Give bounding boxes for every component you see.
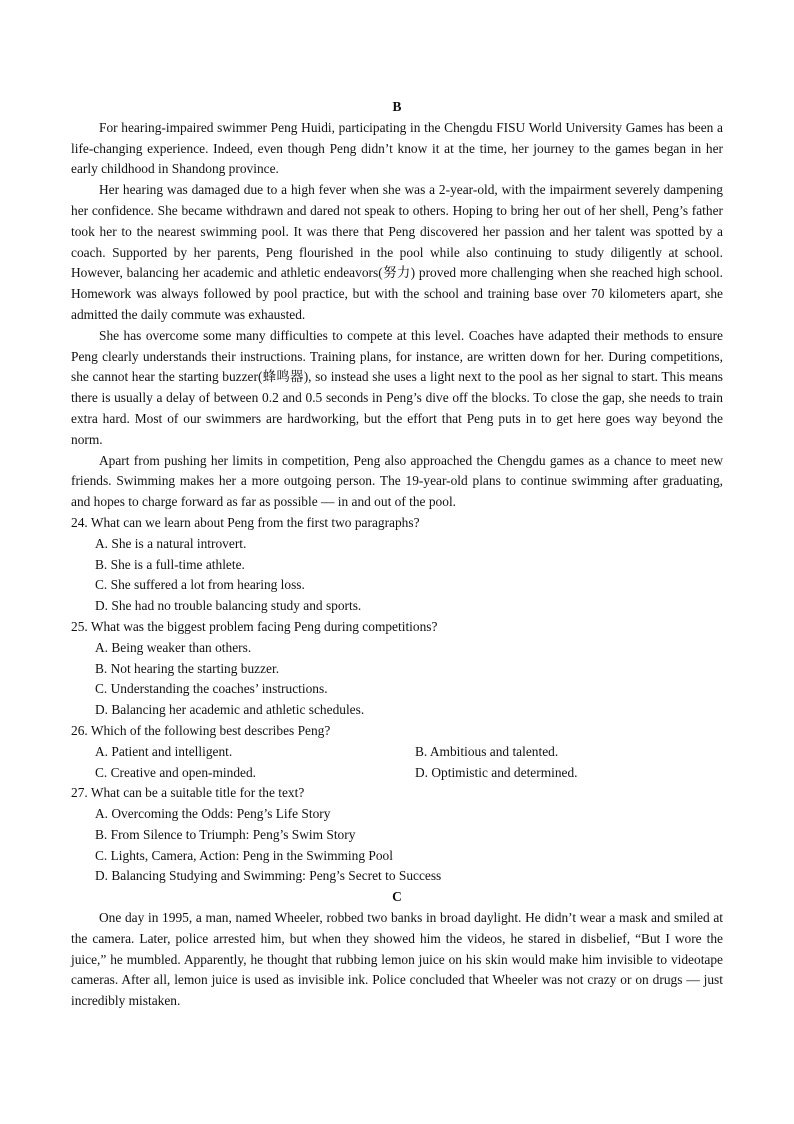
option-d: D. Balancing her academic and athletic schedules. — [95, 702, 365, 718]
option-row — [71, 742, 723, 763]
option-c: C. Creative and open-minded. — [95, 764, 257, 780]
question-stem: 25. What was the biggest problem facing Peng during competitions? — [71, 618, 438, 634]
section-b-heading: B — [392, 99, 402, 114]
section-b-paragraph-3: She has overcome some many difficulties to compete at this level. Coaches have adapted their methods to ensure Peng clearly understands their instructions. Training plans, for instance, are written down for her. During competitions, she cannot hear the starting buzzer(蜂鸣器), so instead she uses a light next to the pool as her signal to start. This means there is usually a delay of between 0.2 and 0.5 seconds in Peng’s dive off the blocks. To close the gap, she needs to train extra hard. Most of our swimmers are hardworking, but the effort that Peng puts in to get here goes way beyond the norm. — [71, 327, 723, 447]
section-b-paragraph-1: For hearing-impaired swimmer Peng Huidi, participating in the Chengdu FISU World University Games has been a life-changing experience. Indeed, even though Peng didn’t know it at the time, her journey to the games began in her early childhood in Shandong province. — [71, 119, 723, 177]
option-c: C. Understanding the coaches’ instructions. — [95, 681, 328, 697]
option-d: D. She had no trouble balancing study and sports. — [95, 598, 362, 614]
section-c-heading: C — [392, 889, 402, 905]
question-25 — [71, 617, 723, 721]
option-a: A. She is a natural introvert. — [95, 535, 247, 551]
option-d: D. Balancing Studying and Swimming: Peng’s Secret to Success — [95, 868, 442, 884]
option-a: A. Overcoming the Odds: Peng’s Life Story — [95, 806, 331, 822]
question-stem: 27. What can be a suitable title for the text? — [71, 785, 305, 801]
option-b: B. She is a full-time athlete. — [95, 556, 245, 572]
option-a: A. Patient and intelligent. — [95, 743, 233, 759]
exam-page — [71, 97, 723, 1012]
option-b: B. Ambitious and talented. — [415, 743, 559, 759]
option-row — [71, 763, 723, 784]
question-24 — [71, 513, 723, 617]
section-b-paragraph-2: Her hearing was damaged due to a high fever when she was a 2-year-old, with the impairment severely dampening her confidence. She became withdrawn and dared not speak to others. Hoping to bring her out of her shell, Peng’s father took her to the nearest swimming pool. It was there that Peng discovered her passion and her talent was spotted by a coach. Supported by her parents, Peng flourished in the pool while also continuing to study diligently at school. However, balancing her academic and athletic endeavors(努力) proved more challenging when she reached high school. Homework was always followed by pool practice, but with the school and training base over 70 kilometers apart, she admitted the daily commute was exhausted. — [71, 182, 723, 322]
option-c: C. Lights, Camera, Action: Peng in the Swimming Pool — [95, 847, 393, 863]
question-26 — [71, 721, 723, 783]
option-d: D. Optimistic and determined. — [415, 764, 578, 780]
question-27 — [71, 783, 723, 887]
option-b: B. From Silence to Triumph: Peng’s Swim Story — [95, 826, 356, 842]
option-b: B. Not hearing the starting buzzer. — [95, 660, 280, 676]
question-stem: 24. What can we learn about Peng from the first two paragraphs? — [71, 514, 420, 530]
question-stem: 26. Which of the following best describes Peng? — [71, 722, 331, 738]
section-c-paragraph-1: One day in 1995, a man, named Wheeler, robbed two banks in broad daylight. He didn’t wear a mask and smiled at the camera. Later, police arrested him, but when they showed him the videos, he stared in disbelief, “But I wore the juice,” he mumbled. Apparently, he thought that rubbing lemon juice on his skin would make him invisible to videotape cameras. After all, lemon juice is used as invisible ink. Police concluded that Wheeler was not crazy or on drugs — just incredibly mistaken. — [71, 910, 723, 1009]
option-a: A. Being weaker than others. — [95, 639, 252, 655]
section-b-paragraph-4: Apart from pushing her limits in competition, Peng also approached the Chengdu games as a chance to meet new friends. Swimming makes her a more outgoing person. The 19-year-old plans to continue swimming after graduating, and hopes to charge forward as far as possible — in and out of the pool. — [71, 452, 723, 510]
option-c: C. She suffered a lot from hearing loss. — [95, 577, 305, 593]
